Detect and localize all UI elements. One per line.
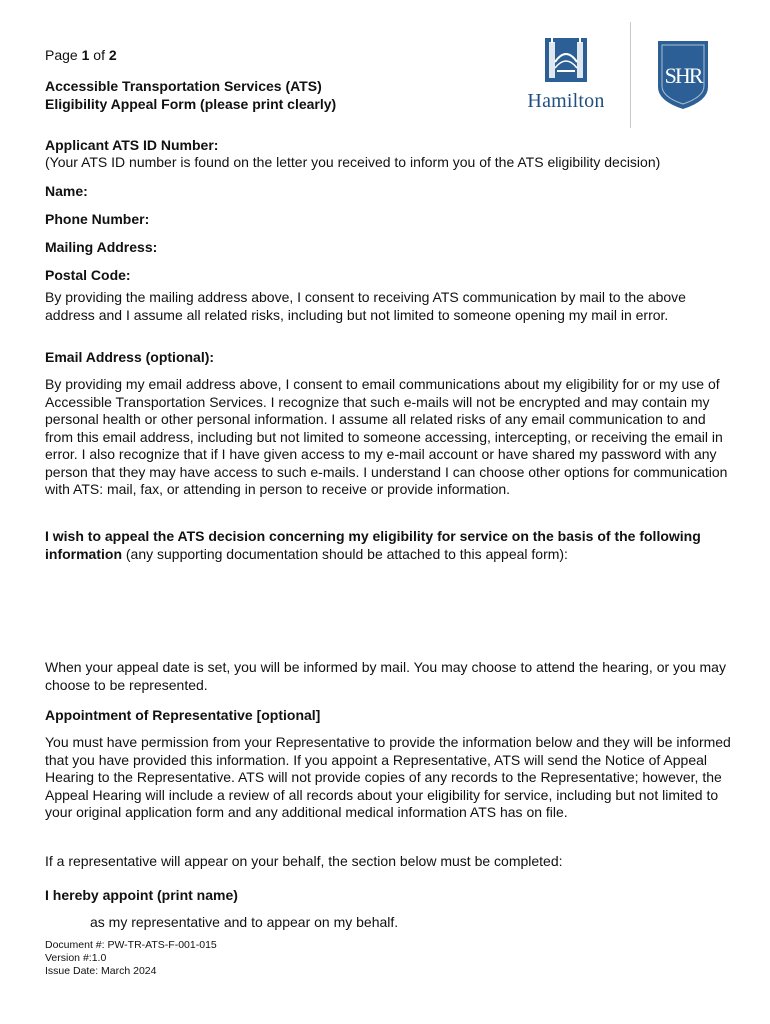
phone-label: Phone Number: [45, 211, 150, 227]
email-consent-text: By providing my email address above, I consent to email communications about my eligibility for or my use of Accessible Transportation Services. I recognize that such e-mails will not be encrypted and may contain my personal health or other personal information. I assume all related risks of any email communication to and from this email address, including but not limited to someone accessing, intercepting, or receiving the email in error. I also recognize that if I have given access to my e-mail account or have shared my password with any person that they may have access to such e-mails. I understand I can choose other options for communication with ATS: mail, fax, or attending in person to receive or provide information. [45, 376, 728, 497]
representative-body: You must have permission from your Representative to provide the information below and they will be informed that you have provided this information. If you appoint a Representative, ATS will send the Notice of Appeal Hearing to the Representative. ATS will not provide copies of any records to the Representative; however, the Appeal Hearing will include a review of all records about your eligibility for service, including but not limited to your original application form and any additional medical information ATS has on file. [45, 734, 731, 820]
hamilton-crest-icon [519, 36, 613, 86]
behalf-note: If a representative will appear on your behalf, the section below must be completed: [45, 853, 563, 869]
hearing-note: When your appeal date is set, you will be informed by mail. You may choose to attend the hearing, or you may choose to be represented. [45, 659, 726, 693]
page-indicator: Page 1 of 2 [45, 47, 117, 63]
shield-icon [656, 39, 710, 111]
form-title-line1: Accessible Transportation Services (ATS) [45, 78, 322, 94]
mailing-address-label: Mailing Address: [45, 239, 158, 255]
mail-consent-text: By providing the mailing address above, I consent to receiving ATS communication by mail to the above address and I assume all related risks, including but not limited to someone opening my mail in error. [45, 289, 686, 323]
version-number: Version #:1.0 [45, 952, 107, 964]
postal-code-label: Postal Code: [45, 267, 131, 283]
shr-shield-logo [656, 39, 710, 111]
appoint-label: I hereby appoint (print name) [45, 887, 238, 903]
representative-heading: Appointment of Representative [optional] [45, 707, 321, 723]
appeal-statement: I wish to appeal the ATS decision concerning my eligibility for service on the basis of the following information (any supporting documentation should be attached to this appeal form): [45, 528, 701, 562]
appoint-suffix: as my representative and to appear on my behalf. [90, 914, 399, 930]
page-total: 2 [108, 47, 117, 63]
svg-text:SHR: SHR [664, 63, 702, 88]
ats-id-label: Applicant ATS ID Number: [45, 137, 219, 153]
issue-date: Issue Date: March 2024 [45, 965, 157, 977]
page-current: 1 [81, 47, 90, 63]
logo-divider [630, 22, 631, 128]
hamilton-wordmark: Hamilton [527, 90, 605, 112]
form-title-line2: Eligibility Appeal Form (please print clearly) [45, 96, 337, 112]
email-label: Email Address (optional): [45, 349, 215, 365]
ats-id-note: (Your ATS ID number is found on the letter you received to inform you of the ATS eligibility decision) [45, 154, 661, 170]
hamilton-logo [519, 36, 613, 116]
name-label: Name: [45, 183, 88, 199]
document-number: Document #: PW-TR-ATS-F-001-015 [45, 939, 217, 951]
